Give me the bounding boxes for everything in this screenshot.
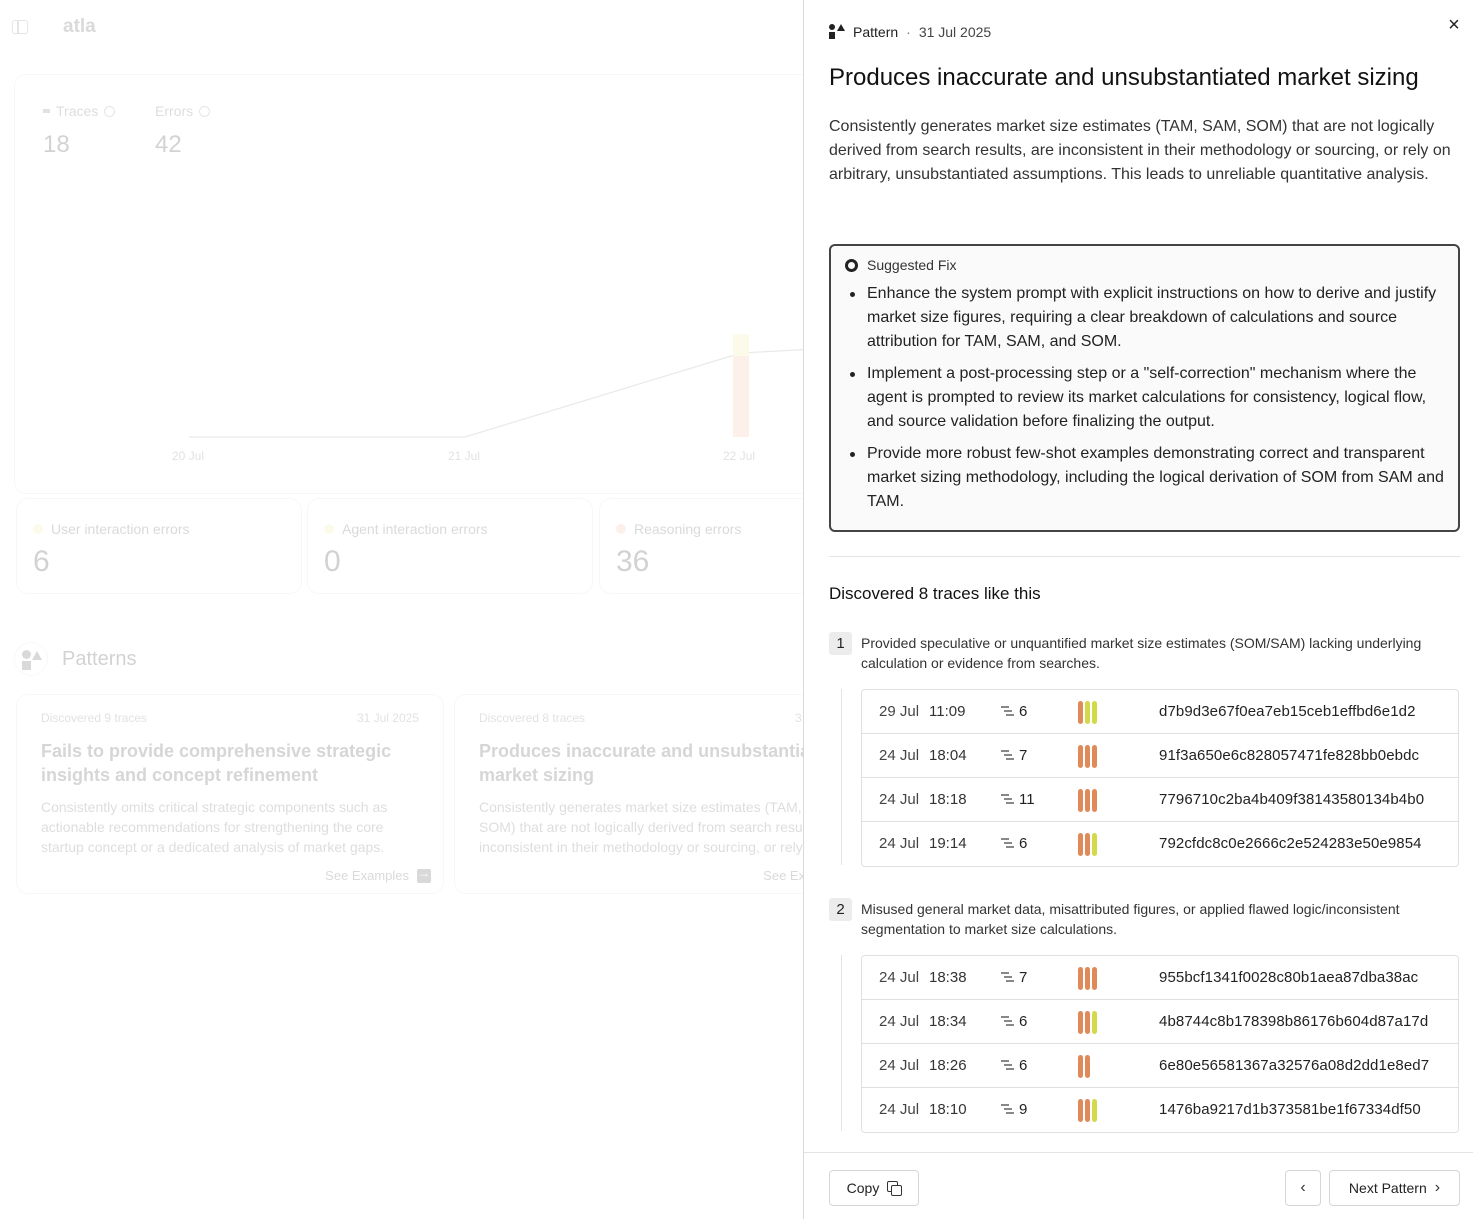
next-pattern-label: Next Pattern xyxy=(1348,1180,1427,1196)
chevron-right-icon: › xyxy=(1434,1179,1441,1196)
drawer-footer xyxy=(804,1152,1473,1219)
group-rail xyxy=(841,689,842,865)
error-bars xyxy=(1078,1011,1097,1034)
trace-id: 955bcf1341f0028c80b1aea87dba38ac xyxy=(1159,969,1419,986)
error-bar xyxy=(1078,1055,1083,1078)
discovered-traces-title: Discovered 8 traces like this xyxy=(829,584,1041,603)
error-bar xyxy=(1078,1011,1083,1034)
trace-time: 18:04 xyxy=(929,747,967,764)
error-bar xyxy=(1078,701,1083,724)
error-bars xyxy=(1078,1055,1090,1078)
error-bar xyxy=(1092,701,1097,724)
trace-step-count: 7 xyxy=(1019,969,1028,986)
previous-pattern-button[interactable] xyxy=(1285,1170,1321,1206)
trace-time: 18:10 xyxy=(929,1101,967,1118)
trace-row[interactable] xyxy=(862,778,1458,822)
trace-time: 18:38 xyxy=(929,969,967,986)
copy-icon xyxy=(887,1181,901,1195)
close-icon[interactable]: × xyxy=(1448,14,1460,36)
error-bar xyxy=(1085,967,1090,990)
error-bar xyxy=(1078,745,1083,768)
error-bar xyxy=(1092,1099,1097,1122)
error-bar xyxy=(1085,1011,1090,1034)
error-bar xyxy=(1085,1055,1090,1078)
trace-step-count: 9 xyxy=(1019,1101,1028,1118)
separator: · xyxy=(906,24,911,40)
drawer-scroll-area[interactable] xyxy=(804,0,1473,1152)
suggested-fix-list xyxy=(867,282,1452,522)
lightbulb-icon xyxy=(845,259,858,272)
error-bars xyxy=(1078,701,1097,724)
trace-step-count: 6 xyxy=(1019,835,1028,852)
suggested-fix-item: Enhance the system prompt with explicit instructions on how to derive and justify market size figures, requiring a clear breakdown of calculations and source attribution for TAM, SAM, and SOM. xyxy=(867,282,1452,354)
trace-id: d7b9d3e67f0ea7eb15ceb1effbd6e1d2 xyxy=(1159,703,1416,720)
steps-icon xyxy=(1001,749,1014,761)
trace-date: 24 Jul xyxy=(879,835,920,852)
error-bar xyxy=(1085,745,1090,768)
trace-row[interactable] xyxy=(862,734,1458,778)
trace-time: 19:14 xyxy=(929,835,967,852)
trace-row[interactable] xyxy=(862,1088,1458,1132)
trace-id: 7796710c2ba4b409f38143580134b4b0 xyxy=(1159,791,1425,808)
chevron-left-icon: ‹ xyxy=(1300,1179,1306,1196)
trace-date: 24 Jul xyxy=(879,1013,920,1030)
trace-id: 1476ba9217d1b373581be1f67334df50 xyxy=(1159,1101,1421,1118)
error-bars xyxy=(1078,967,1097,990)
trace-step-count: 7 xyxy=(1019,747,1028,764)
error-bar xyxy=(1092,789,1097,812)
drawer-header xyxy=(829,24,991,40)
trace-date: 24 Jul xyxy=(879,747,920,764)
steps-icon xyxy=(1001,971,1014,983)
drawer-date: 31 Jul 2025 xyxy=(918,24,992,40)
error-bar xyxy=(1092,1011,1097,1034)
steps-icon xyxy=(1001,1059,1014,1071)
pattern-title: Produces inaccurate and unsubstantiated market sizing xyxy=(829,64,1419,91)
suggested-fix-header xyxy=(845,257,957,273)
steps-icon xyxy=(1001,837,1014,849)
trace-row[interactable] xyxy=(862,1000,1458,1044)
trace-date: 29 Jul xyxy=(879,703,920,720)
trace-row[interactable] xyxy=(862,1044,1458,1088)
error-bar xyxy=(1092,967,1097,990)
error-bar xyxy=(1085,1099,1090,1122)
group-rail xyxy=(841,955,842,1131)
pattern-drawer xyxy=(803,0,1472,1219)
suggested-fix-item: Provide more robust few-shot examples demonstrating correct and transparent market sizing methodology, including the logical derivation of SOM from SAM and TAM. xyxy=(867,442,1452,514)
error-bars xyxy=(1078,1099,1097,1122)
trace-step-count: 6 xyxy=(1019,703,1028,720)
group-description: Provided speculative or unquantified market size estimates (SOM/SAM) lacking underlying calculation or evidence from searches. xyxy=(861,635,1422,671)
error-bar xyxy=(1085,701,1090,724)
trace-date: 24 Jul xyxy=(879,791,920,808)
steps-icon xyxy=(1001,793,1014,805)
trace-time: 18:34 xyxy=(929,1013,967,1030)
group-number: 1 xyxy=(829,632,852,655)
error-bars xyxy=(1078,789,1097,812)
error-bar xyxy=(1085,833,1090,856)
suggested-fix-box xyxy=(829,244,1460,532)
pattern-description: Consistently generates market size estimates (TAM, SAM, SOM) that are not logically derived from search results, are inconsistent in their methodology or sourcing, or rely on arbitrary, unsubstantiated assumptions. This leads to unreliable quantitative analysis. xyxy=(829,118,1451,183)
trace-time: 18:18 xyxy=(929,791,967,808)
trace-id: 792cfdc8c0e2666c2e524283e50e9854 xyxy=(1159,835,1422,852)
error-bar xyxy=(1078,967,1083,990)
trace-date: 24 Jul xyxy=(879,969,920,986)
error-bar xyxy=(1078,1099,1083,1122)
suggested-fix-item: Implement a post-processing step or a "self-correction" mechanism where the agent is prompted to review its market calculations for consistency, logical flow, and source validation before finalizing the output. xyxy=(867,362,1452,434)
pattern-icon xyxy=(829,24,845,40)
trace-step-count: 11 xyxy=(1019,791,1035,808)
suggested-fix-label: Suggested Fix xyxy=(867,257,957,273)
error-bar xyxy=(1092,745,1097,768)
trace-step-count: 6 xyxy=(1019,1013,1028,1030)
error-bars xyxy=(1078,745,1097,768)
drawer-kind: Pattern xyxy=(853,24,899,40)
trace-table xyxy=(861,689,1459,867)
error-bar xyxy=(1078,789,1083,812)
group-number: 2 xyxy=(829,898,852,921)
trace-row[interactable] xyxy=(862,690,1458,734)
next-pattern-button[interactable] xyxy=(1329,1170,1460,1206)
error-bar xyxy=(1085,789,1090,812)
error-bars xyxy=(1078,833,1097,856)
trace-step-count: 6 xyxy=(1019,1057,1028,1074)
trace-id: 91f3a650e6c828057471fe828bb0ebdc xyxy=(1159,747,1420,764)
trace-date: 24 Jul xyxy=(879,1057,920,1074)
trace-date: 24 Jul xyxy=(879,1101,920,1118)
trace-id: 6e80e56581367a32576a08d2dd1e8ed7 xyxy=(1159,1057,1430,1074)
trace-row[interactable] xyxy=(862,956,1458,1000)
error-bar xyxy=(1092,833,1097,856)
trace-time: 18:26 xyxy=(929,1057,967,1074)
trace-table xyxy=(861,955,1459,1133)
trace-time: 11:09 xyxy=(929,703,966,720)
steps-icon xyxy=(1001,1103,1014,1115)
divider xyxy=(829,556,1460,557)
trace-row[interactable] xyxy=(862,822,1458,866)
copy-button[interactable] xyxy=(829,1170,919,1206)
trace-id: 4b8744c8b178398b86176b604d87a17d xyxy=(1159,1013,1429,1030)
group-description: Misused general market data, misattributed figures, or applied flawed logic/inconsistent segmentation to market size calculations. xyxy=(861,901,1400,937)
copy-label: Copy xyxy=(846,1180,880,1196)
error-bar xyxy=(1078,833,1083,856)
steps-icon xyxy=(1001,1015,1014,1027)
steps-icon xyxy=(1001,705,1014,717)
